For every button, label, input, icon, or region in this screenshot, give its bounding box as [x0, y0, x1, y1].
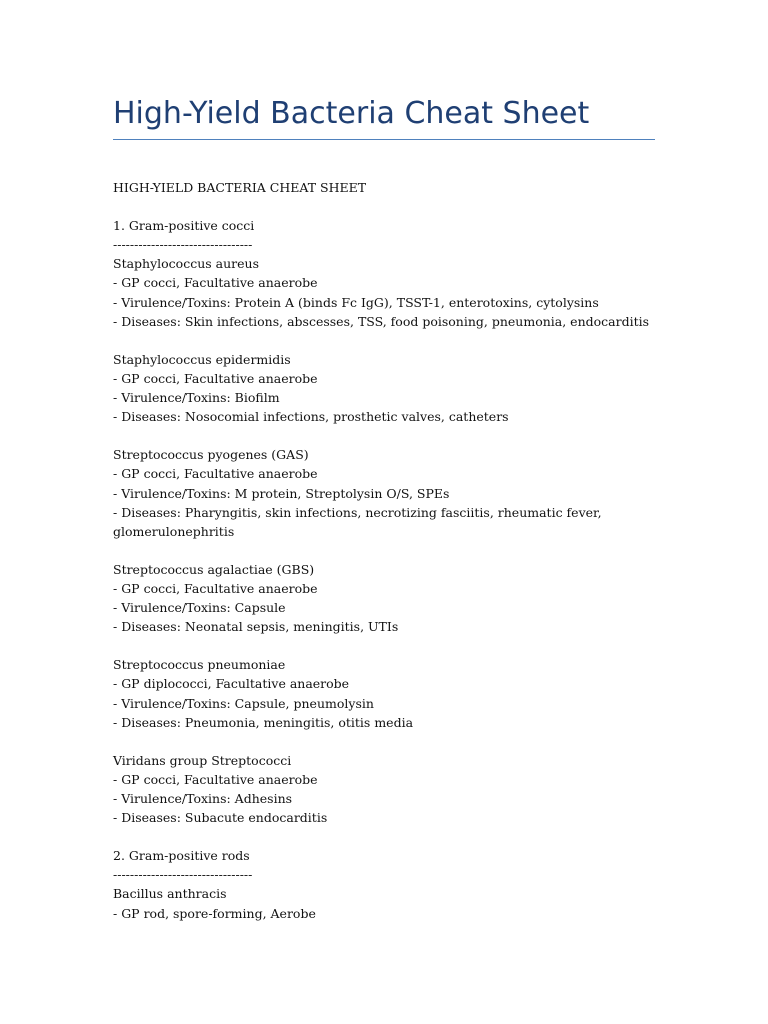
organism-detail: - Virulence/Toxins: Capsule: [113, 600, 286, 616]
blank-line: [113, 732, 655, 751]
organism-detail: - GP cocci, Facultative anaerobe: [113, 466, 318, 482]
section-heading: 2. Gram-positive rods: [113, 848, 250, 864]
organism-name: Viridans group Streptococci: [113, 752, 292, 768]
title-underline: [113, 139, 655, 140]
blank-line: [113, 426, 655, 445]
organism-name: Streptococcus pyogenes (GAS): [113, 447, 309, 463]
organism-detail: - Virulence/Toxins: Capsule, pneumolysin: [113, 695, 374, 711]
cheat-sheet-heading: HIGH-YIELD BACTERIA CHEAT SHEET: [113, 180, 367, 195]
blank-line: [113, 331, 655, 350]
document-body: [113, 178, 655, 923]
section-divider: ---------------------------------: [113, 237, 253, 253]
organism-detail: - Diseases: Skin infections, abscesses, TSS, food poisoning, pneumonia, endocarditis: [113, 313, 650, 329]
organism-detail: - Virulence/Toxins: Protein A (binds Fc IgG), TSST-1, enterotoxins, cytolysins: [113, 294, 599, 310]
organism-detail: - Virulence/Toxins: M protein, Streptolysin O/S, SPEs: [113, 485, 450, 501]
blank-line: [113, 636, 655, 655]
organism-name: Streptococcus agalactiae (GBS): [113, 561, 315, 577]
organism-detail: - GP cocci, Facultative anaerobe: [113, 370, 318, 386]
blank-line: [113, 197, 655, 216]
organism-detail: - GP diplococci, Facultative anaerobe: [113, 676, 350, 692]
organism-name: Staphylococcus epidermidis: [113, 351, 291, 367]
organism-detail: - GP rod, spore-forming, Aerobe: [113, 905, 316, 921]
section-divider: ---------------------------------: [113, 867, 253, 883]
organism-name: Bacillus anthracis: [113, 886, 227, 902]
organism-detail: - Diseases: Subacute endocarditis: [113, 810, 328, 826]
organism-detail: - Virulence/Toxins: Adhesins: [113, 791, 293, 806]
organism-detail: - GP cocci, Facultative anaerobe: [113, 580, 318, 596]
organism-detail: - GP cocci, Facultative anaerobe: [113, 275, 318, 291]
blank-line: [113, 827, 655, 846]
organism-detail: - Diseases: Neonatal sepsis, meningitis, UTIs: [113, 619, 399, 635]
organism-detail: - Diseases: Nosocomial infections, prosthetic valves, catheters: [113, 409, 509, 425]
blank-line: [113, 541, 655, 560]
organism-detail: - Diseases: Pharyngitis, skin infections, necrotizing fasciitis, rheumatic fever, glomerulonephritis: [113, 504, 602, 539]
document-title: High-Yield Bacteria Cheat Sheet: [113, 96, 590, 131]
organism-detail: - Diseases: Pneumonia, meningitis, otitis media: [113, 714, 414, 730]
organism-name: Streptococcus pneumoniae: [113, 657, 286, 673]
organism-detail: - GP cocci, Facultative anaerobe: [113, 771, 318, 787]
organism-name: Staphylococcus aureus: [113, 256, 259, 272]
section-heading: 1. Gram-positive cocci: [113, 218, 255, 234]
organism-detail: - Virulence/Toxins: Biofilm: [113, 390, 280, 406]
